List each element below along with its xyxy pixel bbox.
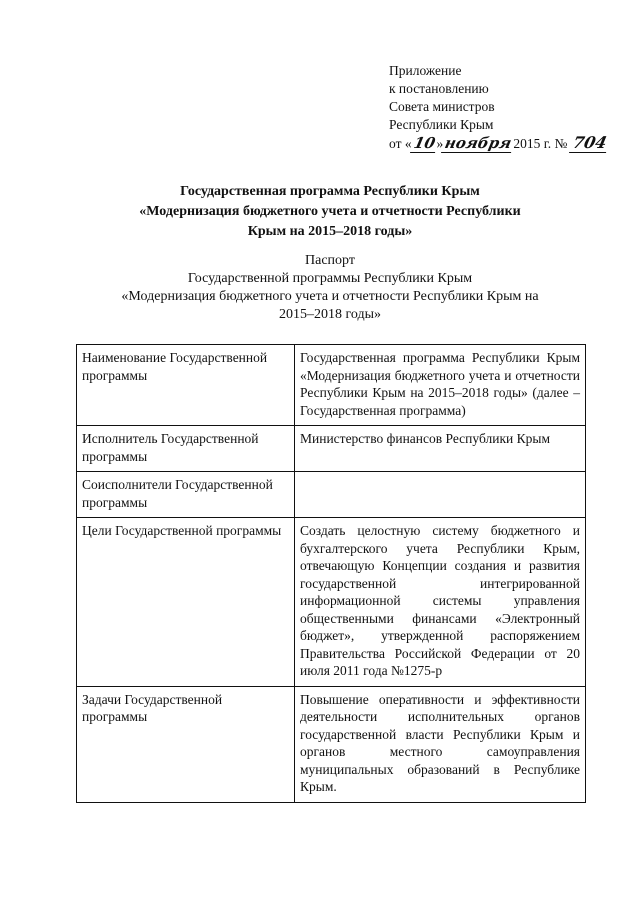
handwritten-day: 10 [410,134,439,153]
table-row [77,686,586,802]
passport-line: 2015–2018 годы» [278,307,382,322]
appendix-line: Совета министров [389,99,495,114]
row-label: Соисполнители Государственной программы [77,472,295,518]
resolution-date-line [389,134,608,153]
row-label: Исполнитель Государственной программы [77,426,295,472]
title-line: «Модернизация бюджетного учета и отчетности Республики [139,204,521,219]
row-value [295,472,586,518]
table-row [77,426,586,472]
row-value: Министерство финансов Республики Крым [295,426,586,472]
title-line: Государственная программа Республики Крым [180,184,480,199]
date-year: 2015 г. № [513,136,568,151]
date-mid: » [436,136,444,151]
table-row [77,472,586,518]
passport-line: Паспорт [305,253,355,268]
appendix-line: к постановлению [389,81,489,96]
passport-heading [60,252,600,324]
passport-line: Государственной программы Республики Крым [187,271,473,286]
appendix-line: Республики Крым [389,117,494,132]
program-title [60,182,600,242]
handwritten-month: ноября [441,134,515,153]
row-label: Задачи Государственной программы [77,686,295,802]
appendix-block [389,62,608,153]
row-label: Наименование Государственной программы [77,345,295,426]
row-value: Государственная программа Республики Крым «Модернизация бюджетного учета и отчетности Республики Крым на 2015–2018 годы» (далее – Государственная программа) [295,345,586,426]
row-label: Цели Государственной программы [77,518,295,687]
title-line: Крым на 2015–2018 годы» [247,224,413,239]
handwritten-doc-number: 704 [569,134,610,153]
date-prefix: от « [389,136,412,151]
appendix-line: Приложение [389,63,462,78]
table-row [77,518,586,687]
passport-table [76,344,586,803]
table-row [77,345,586,426]
passport-line: «Модернизация бюджетного учета и отчетности Республики Крым на [121,289,539,304]
row-value: Создать целостную систему бюджетного и бухгалтерского учета Республики Крым, отвечающую Концепции создания и развития государственной интегрированной информационной системы управления общественными финансами «Электронный бюджет», утвержденной распоряжением Правительства Российской Федерации от 20 июля 2011 года №1275-р [295,518,586,687]
row-value: Повышение оперативности и эффективности деятельности исполнительных органов государственной власти Республики Крым и органов местного самоуправления муниципальных образований в Республике Крым. [295,686,586,802]
